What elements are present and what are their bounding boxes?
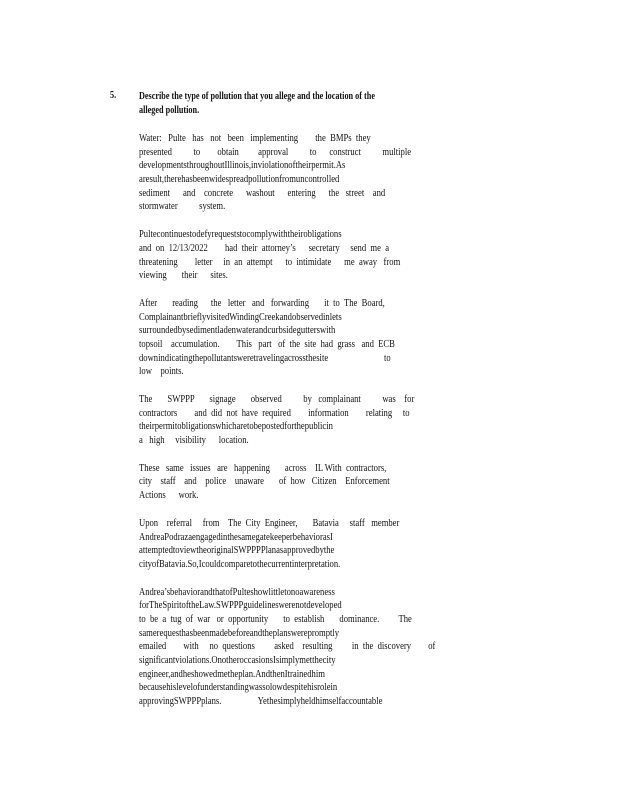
answer-body	[139, 132, 479, 723]
text-line: significantviolations.OnotheroccasionsIsimplymetthecity	[139, 655, 336, 666]
text-line: topsoil accumulation. This part of the site had grass and ECB	[139, 338, 395, 350]
text-line: presented to obtain approval to construct multiple	[139, 146, 412, 158]
text-line: Water: Pulte has not been implementing the BMPs they	[139, 133, 371, 144]
text-line: contractors and did not have required information relating to	[139, 407, 410, 419]
paragraph-water	[139, 132, 479, 214]
text-line: downindicatingthepollutantsweretravelingacrossthesite to	[139, 352, 391, 364]
text-line: surroundedbysedimentladenwaterandcurbsidegutterswith	[139, 325, 336, 337]
text-line: stormwater system.	[139, 201, 226, 213]
text-line: attemptedtoviewtheoriginalSWPPPPlanasapprovedbythe	[139, 545, 335, 557]
text-line: AndreaPodrazaengagedinthesamegatekeeperbehaviorasI	[139, 531, 333, 543]
text-line: samerequesthasbeenmadebeforeandtheplanswerepromptly	[139, 627, 340, 639]
text-line: to be a tug of war or opportunity to establish dominance. The	[139, 613, 412, 625]
text-line: approvingSWPPPplans. Yethesimplyheldhimselfaccountable	[139, 696, 383, 708]
text-line: The SWPPP signage observed by complainant was for	[139, 394, 415, 405]
text-line: city staff and police unaware of how Citizen Enforcement	[139, 476, 390, 488]
text-line: engineer,andheshowedmetheplan.AndthenItrainedhim	[139, 668, 325, 680]
question-heading	[139, 90, 439, 118]
text-line: sediment and concrete washout entering the street and	[139, 187, 386, 199]
text-line: cityofBatavia.So,Icouldcomparetothecurrentinterpretation.	[139, 558, 341, 570]
text-line: Actions work.	[139, 490, 199, 502]
paragraph-pulte-defy	[139, 228, 479, 283]
paragraph-andrea-behavior	[139, 586, 479, 709]
text-line: and on 12/13/2022 had their attorney’s secretary send me a	[139, 242, 390, 254]
text-line: becausehislevelofunderstandingwassolowdespitehisrolein	[139, 682, 338, 694]
text-line: Upon referral from The City Engineer, Batavia staff member	[139, 517, 400, 529]
text-line: a high visibility location.	[139, 435, 249, 447]
text-line: viewing their sites.	[139, 270, 228, 282]
text-line: Andrea’sbehaviorandthatofPulteshowlittletonoawareness	[139, 586, 335, 598]
text-line: forTheSpiritoftheLaw.SWPPPguidelineswerenotdeveloped	[139, 600, 342, 612]
paragraph-site-visit	[139, 297, 479, 379]
paragraph-same-issues	[139, 462, 479, 503]
text-line: threatening letter in an attempt to intimidate me away from	[139, 256, 401, 268]
paragraph-referral	[139, 517, 479, 572]
text-line: aresult,therehasbeenwidespreadpollutionfromuncontrolled	[139, 174, 340, 186]
question-heading-line: Describe the type of pollution that you allege and the location of the	[139, 91, 375, 102]
text-line: developmentsthroughoutIllinois,inviolationoftheirpermit.As	[139, 160, 346, 172]
text-line: theirpermitobligationswhicharetobepostedforthepublicin	[139, 421, 333, 433]
text-line: low points.	[139, 366, 184, 378]
paragraph-signage	[139, 393, 479, 448]
text-line: ComplainantbrieflyvisitedWindingCreekandobservedinlets	[139, 311, 342, 323]
text-line: After reading the letter and forwarding it to The Board,	[139, 297, 385, 309]
text-line: emailed with no questions asked resulting in the discovery of	[139, 641, 436, 653]
text-line: These same issues are happening across IL With contractors,	[139, 462, 387, 474]
question-number: 5.	[110, 90, 117, 101]
question-heading-line: alleged pollution.	[139, 105, 200, 116]
text-line: Pultecontinuestodefyrequeststocomplywiththeirobligations	[139, 229, 342, 241]
